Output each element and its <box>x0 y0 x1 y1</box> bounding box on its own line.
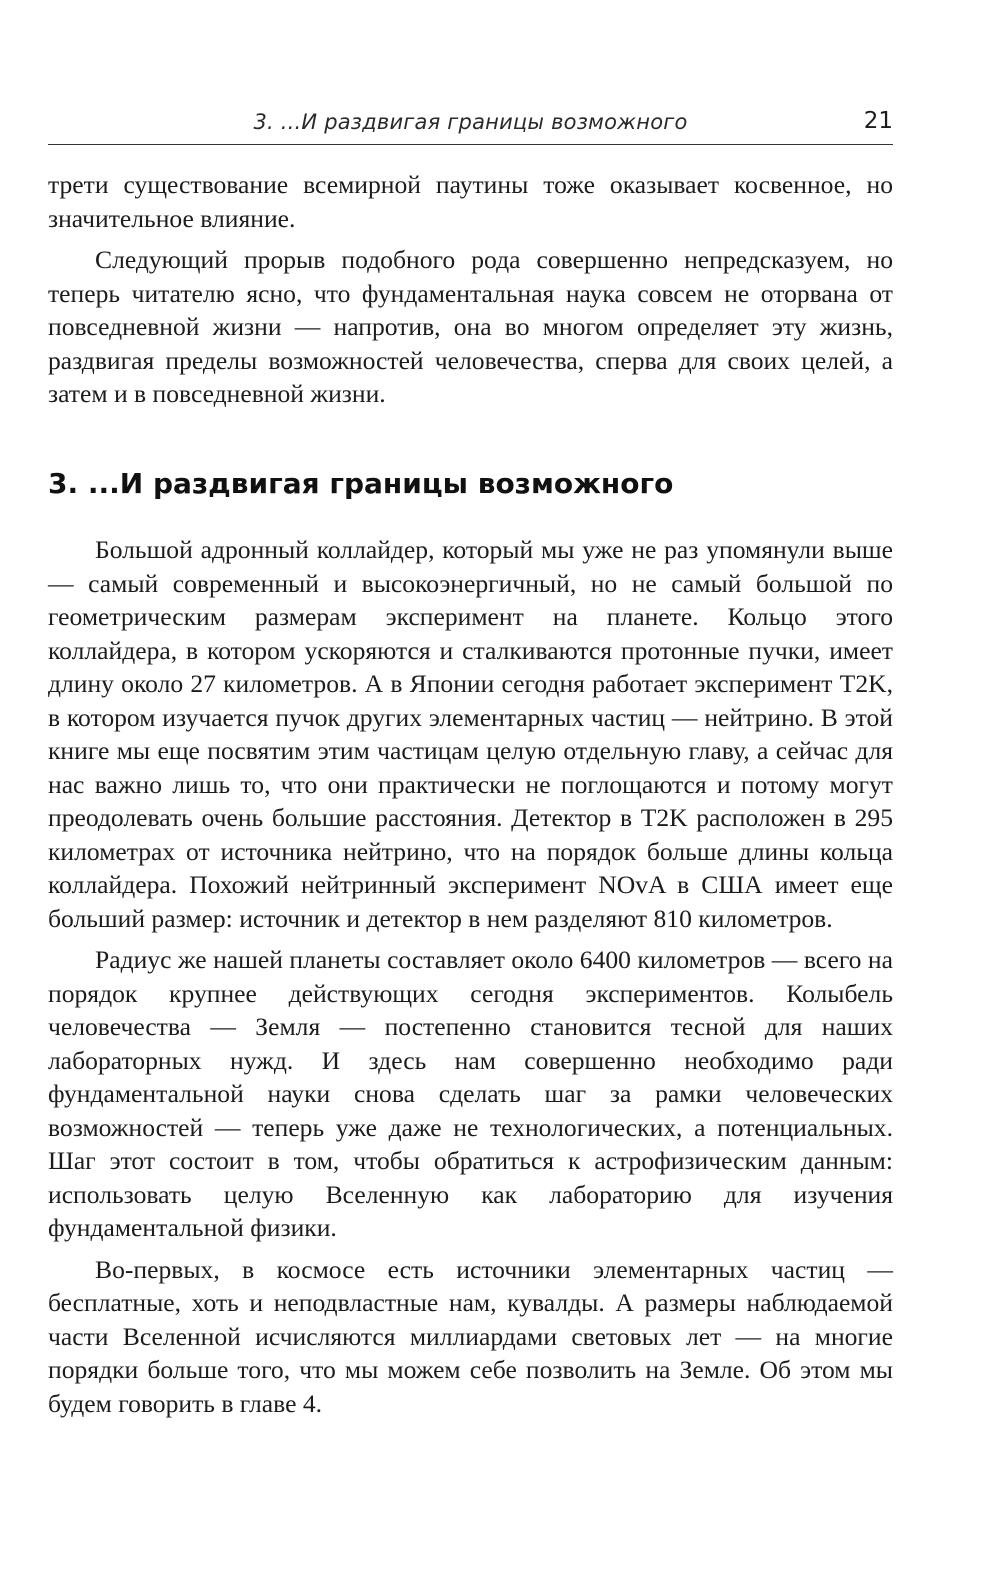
paragraph-continued: трети существование всемирной паутины тоже оказывает косвенное, но значительное влияние. <box>48 170 893 233</box>
section-heading: 3. ...И раздвигая границы возможного <box>48 467 674 500</box>
continued-text-block <box>48 168 893 411</box>
running-title: 3. ...И раздвигая границы возможного <box>253 110 688 134</box>
running-header <box>48 104 893 145</box>
paragraph: Следующий прорыв подобного рода совершенно непредсказуем, но теперь читателю ясно, что фундаментальная наука совсем не оторвана от повседневной жизни — напротив, она во многом определяет эту жизнь, раздвигая пределы возможностей человечества, сперва для своих целей, а затем и в повседневной жизни. <box>48 245 893 408</box>
book-page <box>48 0 893 1575</box>
section-body <box>48 533 893 1420</box>
paragraph: Радиус же нашей планеты составляет около 6400 километров — всего на порядок крупнее действующих сегодня экспериментов. Колыбель человечества — Земля — постепенно становится тесной для наших лабораторных нужд. И здесь нам совершенно необходимо ради фундаментальной науки снова сделать шаг за рамки человеческих возможностей — теперь уже даже не технологических, а потенциальных. Шаг этот состоит в том, чтобы обратиться к астрофизическим данным: использовать целую Вселенную как лабораторию для изучения фундаментальной физики. <box>48 945 893 1242</box>
paragraph: Во-первых, в космосе есть источники элементарных частиц — бесплатные, хоть и неподвластные нам, кувалды. А размеры наблюдаемой части Вселенной исчисляются миллиардами световых лет — на многие порядки больше того, что мы можем себе позволить на Земле. Об этом мы будем говорить в главе 4. <box>48 1254 893 1418</box>
page-number: 21 <box>863 108 893 134</box>
paragraph: Большой адронный коллайдер, который мы уже не раз упомянули выше — самый современный и высокоэнергичный, но не самый большой по геометрическим размерам эксперимент на планете. Кольцо этого коллайдера, в котором ускоряются и сталкиваются протонные пучки, имеет длину около 27 километров. А в Японии сегодня работает эксперимент T2K, в котором изучается пучок других элементарных частиц — нейтрино. В этой книге мы еще посвятим этим частицам целую отдельную главу, а сейчас для нас важно лишь то, что они практически не поглощаются и потому могут преодолевать очень большие расстояния. Детектор в T2K расположен в 295 километрах от источника нейтрино, что на порядок больше длины кольца коллайдера. Похожий нейтринный эксперимент NOvA в США имеет еще больший размер: источник и детектор в нем разделяют 810 километров. <box>48 535 893 933</box>
